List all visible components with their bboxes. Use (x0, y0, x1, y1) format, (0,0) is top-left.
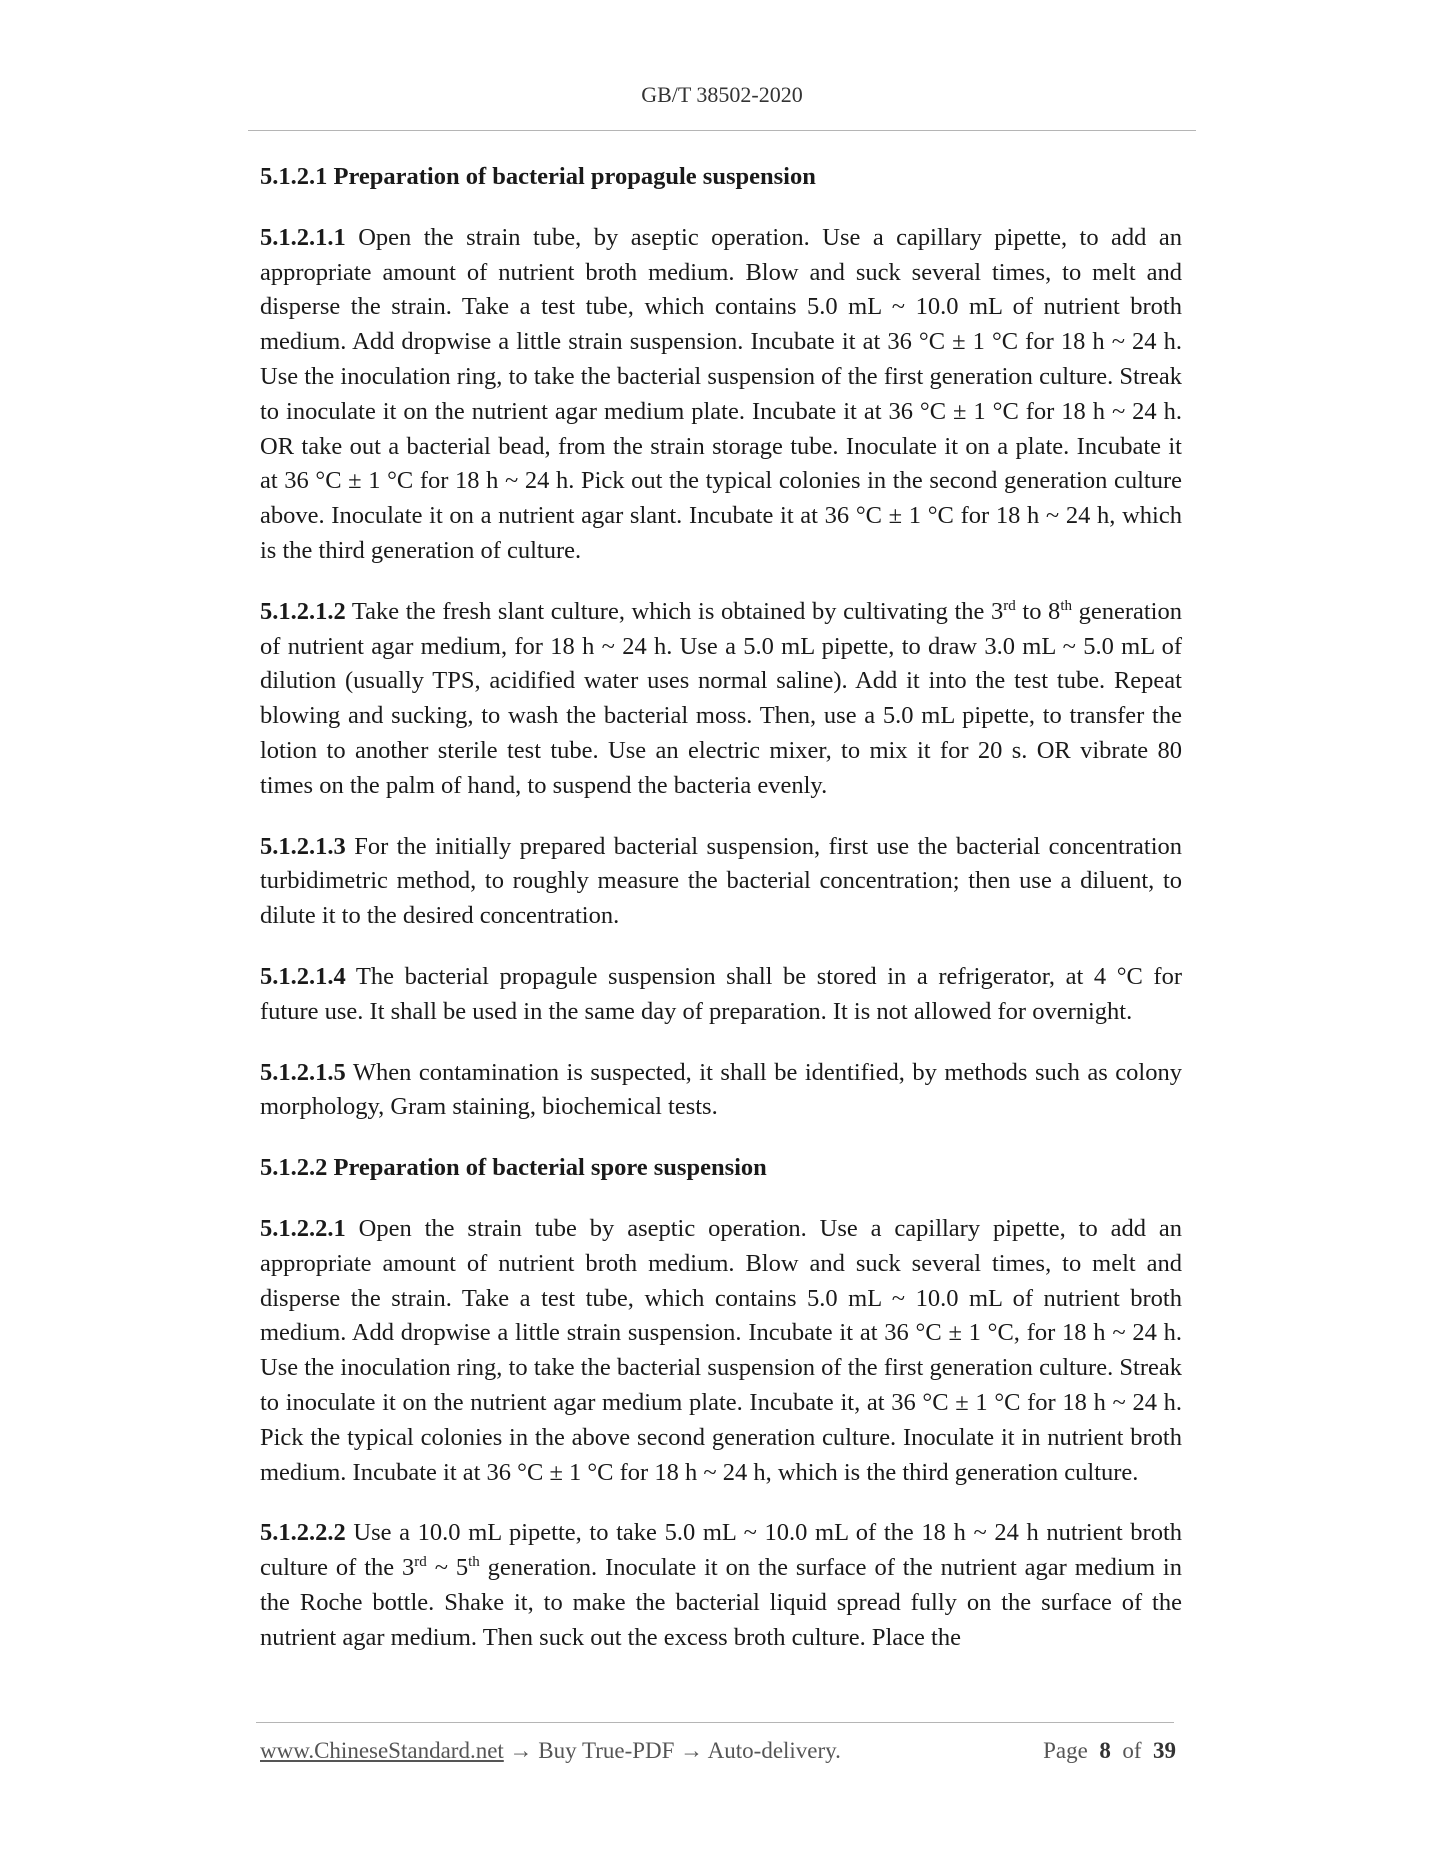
clause-number: 5.1.2.1.4 (260, 962, 346, 990)
clause-number: 5.1.2.1.1 (260, 223, 346, 251)
website-link[interactable]: www.ChineseStandard.net (260, 1738, 504, 1763)
clause-5-1-2-2-1 (260, 1212, 1182, 1490)
clause-5-1-2-2-2 (260, 1516, 1182, 1655)
page-indicator (1043, 1738, 1176, 1764)
clause-5-1-2-1-4 (260, 960, 1182, 1030)
clause-5-1-2-1-2 (260, 595, 1182, 804)
page-total: 39 (1153, 1738, 1176, 1763)
clause-text: generation. Inoculate it on the surface of the nutrient agar medium in the Roche bottle. Shake it, to make the bacterial liquid spread fully on the surface of the nutrient agar medium. Then suck out the excess broth culture. Place the (260, 1554, 1182, 1651)
clause-number: 5.1.2.2.1 (260, 1214, 346, 1242)
of-label: of (1122, 1738, 1142, 1763)
header-divider (248, 130, 1196, 131)
superscript: th (1060, 597, 1072, 614)
section-heading-5-1-2-2: 5.1.2.2 Preparation of bacterial spore suspension (260, 1154, 767, 1182)
clause-5-1-2-1-1 (260, 221, 1182, 569)
document-body (260, 160, 1182, 1655)
section-heading-5-1-2-1: 5.1.2.1 Preparation of bacterial propagule suspension (260, 163, 816, 190)
clause-number: 5.1.2.1.5 (260, 1058, 346, 1086)
clause-number: 5.1.2.1.3 (260, 832, 346, 860)
clause-text: ~ 5 (426, 1554, 469, 1582)
superscript: th (468, 1554, 480, 1571)
footer-promo-text: → Buy True-PDF → Auto-delivery. (503, 1738, 841, 1763)
clause-text: Open the strain tube by aseptic operation. Use a capillary pipette, to add an appropriate amount of nutrient broth medium. Blow and suck several times, to melt and disperse the strain. Take a test tube, which contains 5.0 mL ~ 10.0 mL of nutrient broth medium. Add dropwise a little strain suspension. Incubate it at 36 °C ± 1 °C, for 18 h ~ 24 h. Use the inoculation ring, to take the bacterial suspension of the first generation culture. Streak to inoculate it on the nutrient agar medium plate. Incubate it, at 36 °C ± 1 °C for 18 h ~ 24 h. Pick the typical colonies in the above second generation culture. Inoculate it in nutrient broth medium. Incubate it at 36 °C ± 1 °C for 18 h ~ 24 h, which is the third generation culture. (260, 1214, 1182, 1486)
running-header: GB/T 38502-2020 (641, 82, 803, 107)
page-number: 8 (1099, 1738, 1111, 1763)
clause-number: 5.1.2.1.2 (260, 597, 346, 625)
clause-text: to 8 (1015, 597, 1061, 625)
footer-divider (256, 1722, 1174, 1723)
clause-text: generation of nutrient agar medium, for 18 h ~ 24 h. Use a 5.0 mL pipette, to draw 3.0 mL ~ 5.0 mL of dilution (usually TPS, acidified water uses normal saline). Add it into the test tube. Repeat blowing and sucking, to wash the bacterial moss. Then, use a 5.0 mL pipette, to transfer the lotion to another sterile test tube. Use an electric mixer, to mix it for 20 s. OR vibrate 80 times on the palm of hand, to suspend the bacteria evenly. (260, 597, 1182, 799)
clause-5-1-2-1-3 (260, 830, 1182, 934)
clause-text: Take the fresh slant culture, which is obtained by cultivating the 3 (351, 597, 1004, 625)
page-label: Page (1043, 1738, 1088, 1763)
clause-text: When contamination is suspected, it shall be identified, by methods such as colony morphology, Gram staining, biochemical tests. (260, 1058, 1182, 1121)
clause-number: 5.1.2.2.2 (260, 1519, 346, 1547)
clause-text: Use a 10.0 mL pipette, to take 5.0 mL ~ 10.0 mL of the 18 h ~ 24 h nutrient broth culture of the 3 (260, 1519, 1182, 1582)
footer-promo (260, 1738, 841, 1764)
clause-text: Open the strain tube, by aseptic operation. Use a capillary pipette, to add an appropriate amount of nutrient broth medium. Blow and suck several times, to melt and disperse the strain. Take a test tube, which contains 5.0 mL ~ 10.0 mL of nutrient broth medium. Add dropwise a little strain suspension. Incubate it at 36 °C ± 1 °C for 18 h ~ 24 h. Use the inoculation ring, to take the bacterial suspension of the first generation culture. Streak to inoculate it on the nutrient agar medium plate. Incubate it at 36 °C ± 1 °C for 18 h ~ 24 h. OR take out a bacterial bead, from the strain storage tube. Inoculate it on a plate. Incubate it at 36 °C ± 1 °C for 18 h ~ 24 h. Pick out the typical colonies in the second generation culture above. Inoculate it on a nutrient agar slant. Incubate it at 36 °C ± 1 °C for 18 h ~ 24 h, which is the third generation of culture. (260, 223, 1182, 564)
clause-text: The bacterial propagule suspension shall be stored in a refrigerator, at 4 °C for future use. It shall be used in the same day of preparation. It is not allowed for overnight. (260, 962, 1182, 1025)
clause-text: For the initially prepared bacterial suspension, first use the bacterial concentration turbidimetric method, to roughly measure the bacterial concentration; then use a diluent, to dilute it to the desired concentration. (260, 832, 1183, 930)
superscript: rd (414, 1554, 427, 1571)
superscript: rd (1003, 597, 1016, 614)
clause-5-1-2-1-5 (260, 1056, 1182, 1126)
